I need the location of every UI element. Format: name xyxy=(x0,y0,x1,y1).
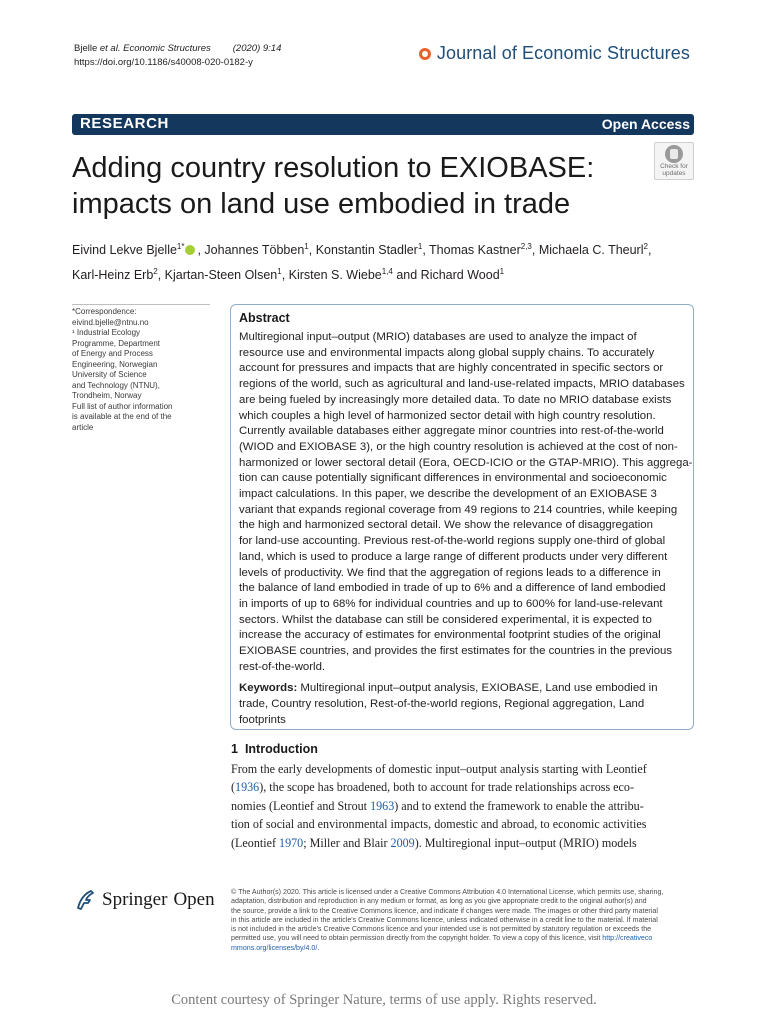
doi-link[interactable]: https://doi.org/10.1186/s40008-020-0182-y xyxy=(74,57,253,68)
license-link[interactable]: mmons.org/licenses/by/4.0/ xyxy=(231,943,318,952)
citation-journal: et al. Economic Structures xyxy=(99,43,211,54)
citation-author: Bjelle xyxy=(74,43,100,54)
sidebar-divider xyxy=(72,304,210,305)
author-name[interactable]: and Richard Wood xyxy=(392,268,500,283)
section-label: RESEARCH xyxy=(80,115,169,132)
article-title: Adding country resolution to EXIOBASE: impacts on land use embodied in trade xyxy=(72,152,595,220)
author-name[interactable]: Karl-Heinz Erb xyxy=(72,268,154,283)
citation-link[interactable]: 1936 xyxy=(235,780,260,795)
license-text: © The Author(s) 2020. This article is licensed under a Creative Commons Attribution 4.0 International License, which permits use, sharing, adaptation, distribution and reproduction in any medium or format, as long as you give appropriate credit to the original author(s) and the source, provide a link to the Creative Commons licence, and indicate if changes were made. The images or other third party material in this article are included in the article's Creative Commons licence, unless indicated otherwise in a credit line to the material. If material is not included in the article's Creative Commons licence and your intended use is not permitted by statutory regulation or exceeds the permitted use, you will need to obtain permission directly from the copyright holder. To view a copy of this licence, visit http://creativeco mmons.org/licenses/by/4.0/. xyxy=(231,888,664,952)
license-link[interactable]: http://creativeco xyxy=(602,934,653,943)
citation-link[interactable]: 2009 xyxy=(390,835,415,850)
journal-logo[interactable] xyxy=(419,43,690,64)
author-name[interactable]: , Konstantin Stadler xyxy=(308,243,418,258)
author-name[interactable]: Eivind Lekve Bjelle xyxy=(72,243,177,258)
springer-open-logo[interactable]: Springer Open xyxy=(74,888,215,912)
check-updates-icon xyxy=(665,145,683,163)
check-for-updates-badge[interactable]: Check for updates xyxy=(654,142,694,180)
correspondence-sidebar: *Correspondence: eivind.bjelle@ntnu.no ¹ Industrial Ecology Programme, Department of Energy and Process Engineering, Norwegian University of Science and Technology (NTNU), Trondheim, Norway Full list of author information is available at the end of the article xyxy=(72,307,212,433)
author-name[interactable]: , Kirsten S. Wiebe xyxy=(281,268,382,283)
author-list: Eivind Lekve Bjelle$^{1*}$ , Johannes Többen$^1$, Konstantin Stadler$^1$, Thomas Kastner$^{2,3}$, Michaela C. Theurl$^2$, Karl-Heinz Erb$^2$, Kjartan-Steen Olsen$^1$, Kirsten S. Wiebe$^{1,4}$ and Richard Wood$^1$ xyxy=(72,242,652,283)
abstract-box xyxy=(230,304,694,730)
keywords: Keywords: Multiregional input–output analysis, EXIOBASE, Land use embodied in trade, Country resolution, Rest-of-the-world regions, Regional aggregation, Land footprints xyxy=(239,682,658,726)
citation-link[interactable]: 1970 xyxy=(279,835,304,850)
article-type-banner xyxy=(72,114,694,135)
journal-name: Journal of Economic Structures xyxy=(436,43,690,63)
citation-link[interactable]: 1963 xyxy=(370,798,395,813)
author-name[interactable]: , Kjartan-Steen Olsen xyxy=(157,268,278,283)
open-access-label: Open Access xyxy=(601,116,690,132)
orcid-icon[interactable] xyxy=(185,245,195,255)
springer-horse-icon xyxy=(74,888,96,912)
introduction-text: From the early developments of domestic input–output analysis starting with Leontief (1936), the scope has broadened, both to account for trade relationships across eco- nomies (Leontief and Strout 1963) and to extend the framework to enable the attribu- tion of social and environmental impacts, domestic and abroad, to economic activities (Leontief 1970; Miller and Blair 2009). Multiregional input–output (MRIO) models xyxy=(231,762,647,850)
keywords-label: Keywords: xyxy=(239,682,298,695)
citation xyxy=(74,42,281,70)
abstract-heading: Abstract xyxy=(239,311,290,325)
correspondence-email[interactable]: eivind.bjelle@ntnu.no xyxy=(72,317,149,327)
content-courtesy-note: Content courtesy of Springer Nature, terms of use apply. Rights reserved. xyxy=(171,992,597,1008)
journal-logo-icon xyxy=(419,48,431,60)
author-name[interactable]: , Michaela C. Theurl xyxy=(531,243,644,258)
abstract-text: Multiregional input–output (MRIO) databases are used to analyze the impact of resource use and environmental impacts along global supply chains. To accurately account for pressures and impacts that are highly concentrated in specific sectors or regions of the world, such as agricultural and land-use-related impacts, MRIO databases are being fueled by increasingly more detailed data. To date no MRIO database exists which couples a high level of harmonized sector detail with high country resolution. Currently available databases either aggregate minor countries into rest-of-the-world (WIOD and EXIOBASE 3), or the high country resolution is achieved at the cost of non- harmonized or lower sectoral detail (Eora, OECD-ICIO or the GTAP-MRIO). This aggrega- tion can cause potentially significant differences in environmental and socioeconomic impact calculations. In this paper, we describe the development of an EXIOBASE 3 variant that expands regional coverage from 49 regions to 214 countries, while keeping the high and harmonized sectoral detail. We show the relevance of disaggregation for land-use accounting. Previous rest-of-the-world regions supply one-third of global land, which is used to produce a large range of different products under very different levels of productivity. We find that the aggregation of regions leads to a difference in the balance of land embodied in trade of up to 6% and a difference of land embodied in imports of up to 68% for individual countries and up to 600% for land-use-relevant sectors. Whilst the database can still be considered experimental, it is expected to increase the accuracy of estimates for environmental footprint studies of the original EXIOBASE countries, and provides the first estimates for the countries in the previous rest-of-the-world. xyxy=(239,331,693,673)
citation-volume: (2020) 9:14 xyxy=(232,43,282,54)
section-heading-introduction: 1 Introduction xyxy=(231,742,318,756)
author-name[interactable]: , Johannes Többen xyxy=(197,243,305,258)
author-name[interactable]: , Thomas Kastner xyxy=(422,243,521,258)
